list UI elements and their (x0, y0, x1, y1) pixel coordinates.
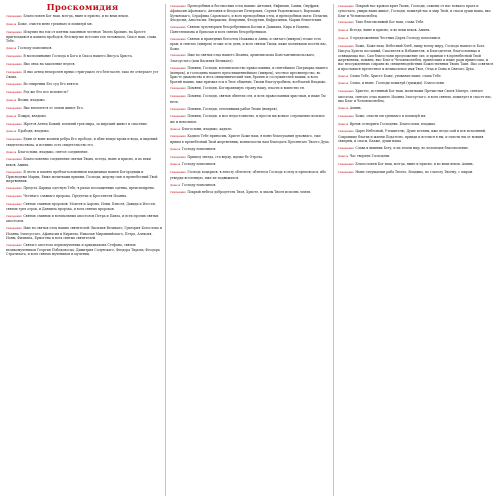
text-column-2 (170, 4, 330, 496)
speaker-rubric: Священник (170, 191, 186, 195)
speaker-rubric: Диакон (6, 130, 17, 134)
paragraph-text: Пришед звезда, ста верху, идеже бе Отроча. (187, 154, 264, 159)
paragraph-text: Слава в вышних Богу, и на земли мир, во человецех благоволение. (355, 145, 469, 150)
speaker-rubric: Священник (338, 170, 354, 174)
paragraph-text: Господу помолимся. (181, 182, 217, 187)
speaker-rubric: Священник (170, 107, 186, 111)
speaker-rubric: Священник (170, 87, 186, 91)
text-paragraph (338, 106, 494, 111)
paragraph-text: Царю Небесный, Утешителю, Душе истины, иже везде сый и вся исполняяй, Сокровище благих и жизни Подателю, прииди и вселися в ны, и очисти ны от всякия скверны, и спаси, Блаже, души наша. (338, 129, 486, 144)
speaker-rubric: Диакон (170, 127, 181, 131)
text-paragraph (170, 4, 330, 22)
speaker-rubric: Диакон (6, 22, 17, 26)
paragraph-text: Яко овча на заколение ведеся. (23, 62, 76, 67)
speaker-rubric: Диакон (338, 122, 349, 126)
speaker-rubric: Священник (170, 115, 186, 119)
speaker-rubric: Священник (338, 146, 354, 150)
paragraph-text: Возми, владыко. (17, 97, 46, 102)
speaker-rubric: Священник (338, 45, 354, 49)
text-paragraph (338, 129, 494, 143)
text-paragraph (6, 70, 162, 80)
speaker-rubric: Священник (6, 243, 22, 247)
speaker-rubric: Священник (6, 15, 22, 18)
paragraph-text: Яко вземлется от земли живот Его. (23, 105, 84, 110)
speaker-rubric: Диакон (338, 74, 349, 78)
paragraph-text: Помяни, Господи, Богохранимую страну нашу, власти и воинство ея. (187, 86, 305, 91)
text-paragraph (170, 25, 330, 35)
paragraph-text: Благословен Бог наш, всегда, ныне и присно, и во веки веков. (23, 14, 129, 18)
text-paragraph (170, 170, 330, 180)
speaker-rubric: Диакон (338, 154, 349, 158)
paragraph-text: Святых славных и всехвальных апостолов Петра и Павла, и всех прочих святых апостолов. (6, 214, 159, 224)
speaker-rubric: Священник (6, 158, 22, 162)
speaker-rubric: Диакон (6, 98, 17, 102)
text-paragraph (6, 194, 162, 199)
text-paragraph (6, 30, 162, 44)
speaker-rubric: Священник (6, 170, 22, 174)
text-paragraph (170, 134, 330, 144)
text-paragraph (170, 86, 330, 91)
text-paragraph (170, 147, 330, 152)
paragraph-text: Кадило Тебе приносим, Христе Боже наш, в воню благоухания духовнаго, еже приим в пренебесный Твой жертвенник, возниспосли нам благодать Пресвятаго Твоего Духа. (170, 134, 330, 144)
text-paragraph (6, 202, 162, 212)
speaker-rubric: Диакон (170, 147, 181, 151)
speaker-rubric: Священник (338, 21, 354, 25)
paragraph-text: Искупил ны еси от клятвы законныя честною Твоею Кровию, на Кресте пригвоздився и копием прободся, безсмертие источил еси человеком, Спасе наш, слава Тебе. (6, 29, 157, 44)
paragraph-text: Тако благоволивый Бог наш, слава Тебе. (355, 20, 425, 25)
paragraph-text: Жрется Агнец Божий, вземляй грех мира, за мирский живот и спасение. (23, 121, 148, 126)
text-paragraph (338, 162, 494, 167)
paragraph-text: Святых чудотворцев безсребреников Космы и Дамиана, Кира и Иоанна, Пантелеимона и Ермолая и всех святых безсребреников. (170, 24, 310, 35)
speaker-rubric: Диакон (170, 183, 181, 187)
paragraph-text: Покрый нас кровом крил Твоих, Господи, отжени от нас всякаго врага и супостата, умири нашь живот, Господи, помилуй нас и мир Твой, и спаси души наша, яко Благ и Человеколюбец. (338, 4, 491, 18)
paragraph-text: Святаго апостола первомученика и архидиакона Стефана, святых великомучеников Георгия Победоносца, Димитрия Солунскаго, Феодора Тирона, Феодора Стратилата, и всех святых мучеников и мучениц. (6, 242, 160, 257)
paragraph-text: Иже во святых отца нашего Иоанна, архиепископа Константинопольскаго, Златоустаго (или Василия Великаго). (170, 53, 316, 63)
paragraph-text: Господу помолимся. (181, 162, 217, 167)
text-paragraph (6, 54, 162, 59)
text-paragraph (170, 162, 330, 167)
text-column-1 (6, 14, 162, 496)
paragraph-text: Время сотворити Господеви. Благослови, владыко. (349, 121, 437, 126)
paragraph-text: Боже, очисти мене грешнаго и помилуй мя. (17, 21, 93, 26)
text-paragraph (170, 53, 330, 63)
text-paragraph (338, 36, 494, 41)
text-paragraph (338, 81, 494, 86)
paragraph-text: Благослови, владыко, святое соединение. (17, 149, 89, 154)
text-paragraph (6, 129, 162, 134)
text-paragraph (338, 89, 494, 103)
paragraph-text: Помяни, Господи, отпочивших рабов Твоих (имярек). (187, 106, 278, 111)
text-paragraph (6, 106, 162, 111)
text-paragraph (6, 226, 162, 240)
speaker-rubric: Священник (338, 5, 354, 8)
speaker-rubric: Священник (170, 95, 186, 99)
speaker-rubric: Священник (6, 106, 22, 110)
text-paragraph (170, 155, 330, 160)
paragraph-text: Помяни, Господи, и мое недостоинство, и прости ми всякое согрешение вольное же и невольное. (170, 114, 325, 124)
speaker-rubric: Священник (6, 215, 22, 219)
paragraph-text: Помяни, Господи, всеепископство православных, и святейшаго Патриарха нашего (имярек), и господина нашего преосвященнейшаго (имярек), честное пресвитерство, во Христе диаконство и весь священнический чин, братию и сослужителей наших, и всех братий наших, яже призвал еси в Твое общение, Твоим благоутробием, всеблагий Владыко. (170, 65, 328, 84)
text-paragraph (338, 20, 494, 25)
text-paragraph (170, 183, 330, 188)
paragraph-text: Господу помолимся. (17, 46, 53, 51)
paragraph-text: Помяни, Господи, святыя обители сея, и всех православных христиан, и ихже Ты веси. (170, 94, 326, 104)
text-column-3 (338, 4, 494, 496)
speaker-rubric: Священник (170, 54, 186, 58)
speaker-rubric: Священник (170, 155, 186, 159)
speaker-rubric: Священник (6, 30, 22, 34)
text-paragraph (338, 122, 494, 127)
paragraph-text: Благословен Бог наш, всегда, ныне и присно, и во веки веков. Аминь. (355, 161, 474, 166)
speaker-rubric: Диакон (338, 37, 349, 41)
text-paragraph (6, 62, 162, 67)
paragraph-text: Во смирении Его суд Его взятся. (23, 82, 79, 87)
speaker-rubric: Священник (170, 37, 186, 41)
speaker-rubric: Диакон (6, 47, 17, 51)
text-paragraph (6, 14, 162, 19)
text-paragraph (6, 90, 162, 95)
paragraph-text: Пожри, владыко. (17, 113, 47, 118)
column-divider (165, 4, 166, 496)
paragraph-text: Прободи, владыко. (17, 129, 50, 134)
text-paragraph (170, 66, 330, 84)
paragraph-text: Ныне отпущаеши раба Твоего, Владыко, по глаголу Твоему, с миром. (355, 169, 474, 174)
speaker-rubric: Диакон (338, 29, 349, 33)
speaker-rubric: Священник (6, 202, 22, 206)
text-paragraph (170, 94, 330, 104)
paragraph-text: Боже, очисти мя грешнаго и помилуй мя. (355, 113, 427, 118)
speaker-rubric: Священник (6, 138, 22, 142)
text-paragraph (338, 154, 494, 159)
paragraph-text: Благословенно соединение святых Твоих, всегда, ныне и присно, и во веки веков. Аминь. (6, 157, 151, 167)
paragraph-text: Покрый небеса добродетель Твоя, Христе, и хвалы Твоея исполнь земля. (187, 190, 312, 195)
paragraph-text: Предста Царица одесную Тебе, в ризах позлащенных одеяна, преиспещрена. (23, 186, 155, 191)
paragraph-text: Слава, и ныне. Господи помилуй (трижды). Благослови. (349, 81, 445, 86)
speaker-rubric: Священник (170, 25, 186, 29)
paragraph-text: И яко агнец непорочен прямо стригущаго его безгласен, тако не отверзает уст Своих. (6, 69, 159, 80)
paragraph-text: В честь и память преблагословенныя владычицы нашея Богородицы и Приснодевы Марии, Еяже молитвами приими, Господи, жертву сию в пренебесный Твой жертвенник. (6, 169, 158, 184)
speaker-rubric: Священник (338, 90, 354, 94)
text-paragraph (170, 190, 330, 195)
paragraph-text: Христос, истинный Бог наш, молитвами Пречистыя Своея Матере, святаго апостола, святаго отца нашего Иоанна Златоустаго, и всех святых, помилует и спасет нас, яко Благ и Человеколюбец. (338, 89, 493, 103)
speaker-rubric: Священник (6, 63, 22, 67)
speaker-rubric: Диакон (6, 150, 17, 154)
text-paragraph (338, 170, 494, 175)
speaker-rubric: Священник (6, 83, 22, 87)
paragraph-text: Час творити Господеви. (349, 153, 391, 158)
speaker-rubric: Священник (6, 91, 22, 95)
text-paragraph (338, 44, 494, 71)
paragraph-text: Преподобных и богоносных отец наших: Антония, Евфимия, Саввы, Онуфрия, Афанасия Афонскаго, Антония и Феодосия Печерских, Сергия Радонежскаго, Варлаама Хутынскаго, Серафима Саровскаго, и всех преподобных отец, и преподобных мати: Пелагии, Феодосии, Анастасии, Евпраксии, Февронии, Феодулии, Евфросинии, Марии Египетския. (170, 4, 329, 22)
paragraph-text: Благослови, владыко, кадило. (181, 126, 233, 131)
text-paragraph (170, 107, 330, 112)
text-paragraph (338, 146, 494, 151)
text-paragraph (6, 82, 162, 87)
text-paragraph (6, 243, 162, 257)
speaker-rubric: Священник (170, 66, 186, 70)
text-paragraph (6, 137, 162, 147)
text-paragraph (6, 114, 162, 119)
speaker-rubric: Священник (170, 135, 186, 139)
paragraph-text: В воспоминание Господа и Бога и Спаса нашего Иисуса Христа. (23, 54, 133, 59)
text-paragraph (6, 186, 162, 191)
speaker-rubric: Диакон (338, 82, 349, 86)
text-paragraph (6, 122, 162, 127)
speaker-rubric: Священник (6, 122, 22, 126)
speaker-rubric: Священник (6, 227, 22, 231)
text-paragraph (6, 150, 162, 155)
document-title: Проскомидия (46, 3, 119, 13)
paragraph-text: Род же Его кто исповесть? (23, 90, 69, 95)
text-paragraph (170, 114, 330, 124)
paragraph-text: О предложенных Честных Дарех Господу помолимся. (349, 36, 441, 41)
paragraph-text: Всегда, ныне и присно, и во веки веков. Аминь. (349, 28, 431, 33)
speaker-rubric: Священник (338, 130, 354, 134)
text-paragraph (6, 214, 162, 224)
speaker-rubric: Диакон (170, 163, 181, 167)
text-paragraph (6, 157, 162, 167)
paragraph-text: Господу помолимся. (181, 146, 217, 151)
text-paragraph (338, 74, 494, 79)
speaker-rubric: Диакон (6, 114, 17, 118)
paragraph-text: Святых и праведных богоотец Иоакима и Анны, и святаго (имярек) егоже есть храм, и святаго (имярек) егоже есть день, и всех святых Твоих, ихже молитвами посети нас, Боже. (170, 36, 328, 51)
speaker-rubric: Священник (338, 162, 354, 166)
text-paragraph (338, 4, 494, 18)
text-paragraph (6, 22, 162, 27)
text-paragraph (338, 28, 494, 33)
text-paragraph (170, 127, 330, 132)
text-paragraph (6, 46, 162, 51)
paragraph-text: Честнаго славнаго пророка, Предтечи и Крестителя Иоанна. (23, 194, 128, 198)
text-paragraph (6, 170, 162, 184)
speaker-rubric: Священник (170, 171, 186, 175)
speaker-rubric: Священник (6, 187, 22, 191)
paragraph-text: Господь воцарися, в лепоту облечеся; облечеся Господь в силу и препоясася, ибо утверди вселенную, яже не подвижится. (170, 170, 327, 180)
paragraph-text: Иже во святых отец наших святителей: Василия Великаго, Григория Богослова и Иоанна Златоустаго, Афанасия и Кирилла, Николая Мирликийскаго, Петра, Алексия, Ионы, Филиппа, Ермогена и всех святых святителей. (6, 226, 162, 240)
paragraph-text: Аминь. (349, 105, 362, 110)
paragraph-text: Боже, Боже наш, Небесный Хлеб, пищу всему миру, Господа нашего и Бога Иисуса Христа пославый, Спасителя и Избавителя, и Благодетеля, благословяща и освящающа нас, Сам благослови предложение сие, и приими е в пренебесный Твой жертвенник, помяни, яко Благ и Человеколюбец, принесших и ихже ради принесоша, и нас неосужденных сохрани во священнодействии Божественных Твоих Таин. Яко освятися и прославися пречестное и великолепое имя Твое, Отца и Сына и Святаго Духа. (338, 44, 494, 71)
paragraph-text: Слава Тебе, Христе Боже, упование наше, слава Тебе. (349, 73, 442, 78)
speaker-rubric: Священник (6, 70, 22, 74)
paragraph-text: Святых славных пророков: Моисея и Аарона, Илии, Елисея, Давида и Иессея, святых трех отрок, и Даниила пророка, и всех святых пророков. (6, 201, 156, 212)
speaker-rubric: Диакон (338, 106, 349, 110)
speaker-rubric: Священник (170, 5, 186, 8)
speaker-rubric: Священник (338, 114, 354, 118)
text-paragraph (6, 98, 162, 103)
paragraph-text: Един от воин копием ребра Его прободе, и абие изыде кровь и вода, и видевый свидетельствова, и истинно есть свидетельство его. (6, 137, 158, 147)
text-paragraph (170, 37, 330, 51)
speaker-rubric: Священник (6, 195, 22, 198)
text-paragraph (338, 114, 494, 119)
column-divider (333, 4, 334, 496)
speaker-rubric: Священник (6, 55, 22, 59)
